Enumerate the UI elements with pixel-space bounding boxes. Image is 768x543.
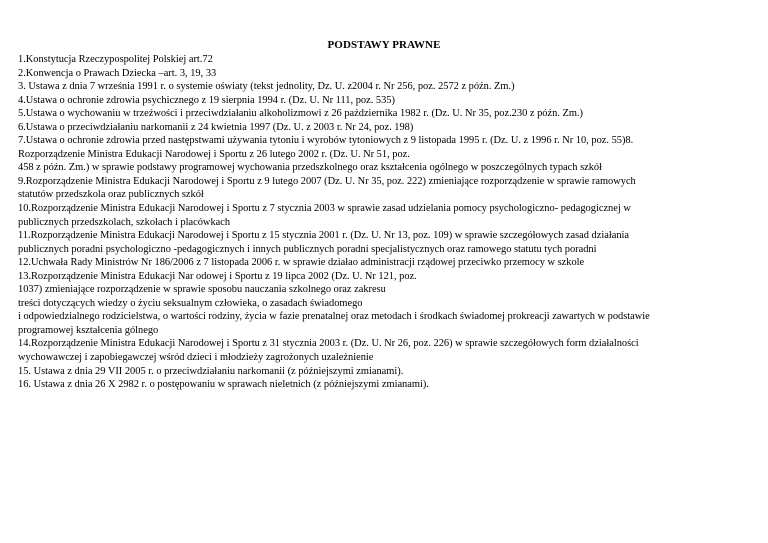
text-line: 11.Rozporządzenie Ministra Edukacji Narodowej i Sportu z 15 stycznia 2001 r. (Dz. U. Nr 13, poz. 109) w sprawie szczegółowych zasad działania <box>18 230 630 242</box>
document-title: PODSTAWY PRAWNE <box>327 39 441 51</box>
text-line: 1.Konstytucja Rzeczypospolitej Polskiej art.72 <box>18 54 213 65</box>
text-line: 1037) zmieniające rozporządzenie w sprawie sposobu nauczania szkolnego oraz zakresu <box>18 284 386 296</box>
text-line: publicznych przedszkolach, szkołach i placówkach <box>18 216 231 228</box>
text-line: 458 z późn. Zm.) w sprawie podstawy programowej wychowania przedszkolnego oraz kształcenia ogólnego w poszczególnych typach szkół <box>18 162 602 174</box>
text-line: 5.Ustawa o wychowaniu w trzeźwości i przeciwdziałaniu alkoholizmowi z 26 października 1982 r. (Dz. U. Nr 35, poz.230 z późn. Zm.) <box>18 108 583 120</box>
text-line: statutów przedszkola oraz publicznych szkół <box>18 189 204 201</box>
text-line: 4.Ustawa o ochronie zdrowia psychicznego z 19 sierpnia 1994 r. (Dz. U. Nr 111, poz. 535) <box>18 94 395 106</box>
text-line: i odpowiedzialnego rodzicielstwa, o wartości rodziny, życia w fazie prenatalnej oraz metodach i środkach świadomej prokreacji zawartych w podstawie <box>18 311 650 323</box>
legal-basis-list <box>18 53 756 392</box>
text-line: 2.Konwencja o Prawach Dziecka –art. 3, 19, 33 <box>18 67 217 79</box>
text-line: 6.Ustawa o przeciwdziałaniu narkomanii z 24 kwietnia 1997 (Dz. U. z 2003 r. Nr 24, poz. 198) <box>18 121 414 133</box>
text-line: 10.Rozporządzenie Ministra Edukacji Narodowej i Sportu z 7 stycznia 2003 w sprawie zasad udzielania pomocy psychologiczno- pedagogicznej w <box>18 203 631 215</box>
text-line: Rozporządzenie Ministra Edukacji Narodowej i Sportu z 26 lutego 2002 r. (Dz. U. Nr 51, poz. <box>18 148 410 160</box>
text-line: 3. Ustawa z dnia 7 września 1991 r. o systemie oświaty (tekst jednolity, Dz. U. z2004 r. Nr 256, poz. 2572 z późn. Zm.) <box>18 81 515 93</box>
text-line: 9.Rozporządzenie Ministra Edukacji Narodowej i Sportu z 9 lutego 2007 (Dz. U. Nr 35, poz. 222) zmieniające rozporządzenie w sprawie ramowych <box>18 175 636 187</box>
text-line: 7.Ustawa o ochronie zdrowia przed następstwami używania tytoniu i wyrobów tytoniowych z 9 listopada 1995 r. (Dz. U. z 1996 r. Nr 10, poz. 55)8. <box>18 135 634 147</box>
text-line: 16. Ustawa z dnia 26 X 2982 r. o postępowaniu w sprawach nieletnich (z późniejszymi zmianami). <box>18 379 429 391</box>
text-line: 13.Rozporządzenie Ministra Edukacji Nar odowej i Sportu z 19 lipca 2002 (Dz. U. Nr 121, poz. <box>18 270 417 282</box>
text-line: 14.Rozporządzenie Ministra Edukacji Narodowej i Sportu z 31 stycznia 2003 r. (Dz. U. Nr 26, poz. 226) w sprawie szczegółowych form działalności <box>18 338 639 350</box>
text-line: programowej kształcenia gólnego <box>18 324 159 336</box>
text-line: publicznych poradni psychologiczno -pedagogicznych i innych publicznych poradni specjalistycznych oraz ramowego statutu tych poradni <box>18 243 597 255</box>
text-line: wychowawczej i zapobiegawczej wśród dzieci i młodzieży zagrożonych uzależnienie <box>18 352 374 364</box>
text-line: 15. Ustawa z dnia 29 VII 2005 r. o przeciwdziałaniu narkomanii (z późniejszymi zmianami). <box>18 365 404 377</box>
text-line: treści dotyczących wiedzy o życiu seksualnym człowieka, o zasadach świadomego <box>18 297 363 309</box>
text-line: 12.Uchwała Rady Ministrów Nr 186/2006 z 7 listopada 2006 r. w sprawie działao administracji rządowej przeciwko przemocy w szkole <box>18 257 585 269</box>
